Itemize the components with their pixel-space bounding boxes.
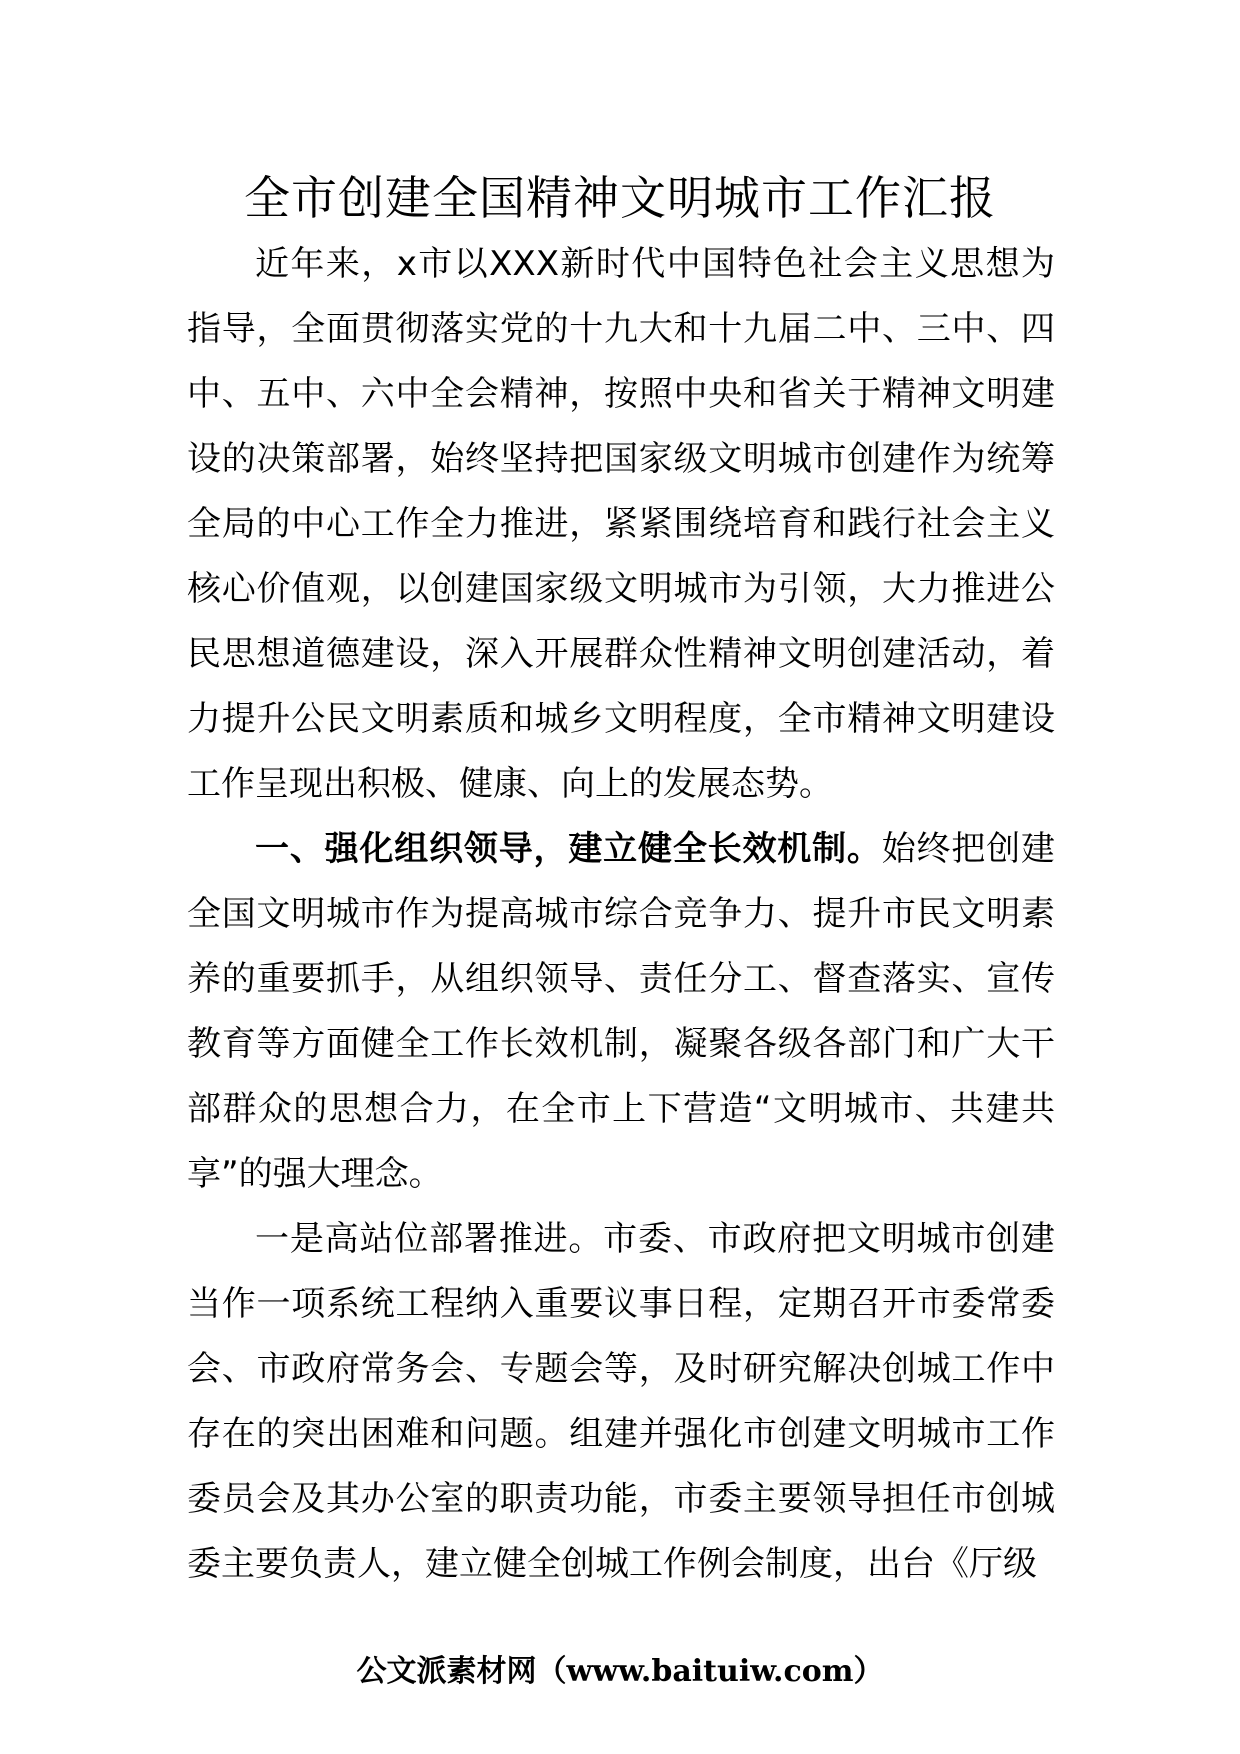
document-body: [187, 232, 1055, 1597]
document-title: 全市创建全国精神文明城市工作汇报: [244, 171, 996, 225]
paragraph-text: 始终把创建全国文明城市作为提高城市综合竞争力、提升市民文明素养的重要抓手，从组织领导、责任分工、督查落实、宣传教育等方面健全工作长效机制，凝聚各级各部门和广大干部群众的思想合力，在全市上下营造“文明城市、共建共享”的强大理念。: [187, 829, 1056, 1194]
paragraph-point-one: [187, 1207, 1055, 1597]
paragraph-intro: [187, 232, 1055, 817]
footer-watermark: 公文派素材网（www.baituiw.com）: [356, 1654, 884, 1689]
paragraph-text: 近年来，x市以XXX新时代中国特色社会主义思想为指导，全面贯彻落实党的十九大和十九届二中、三中、四中、五中、六中全会精神，按照中央和省关于精神文明建设的决策部署，始终坚持把国家级文明城市创建作为统筹全局的中心工作全力推进，紧紧围绕培育和践行社会主义核心价值观，以创建国家级文明城市为引领，大力推进公民思想道德建设，深入开展群众性精神文明创建活动，着力提升公民文明素质和城乡文明程度，全市精神文明建设工作呈现出积极、健康、向上的发展态势。: [187, 244, 1055, 804]
paragraph-text: 一是高站位部署推进。市委、市政府把文明城市创建当作一项系统工程纳入重要议事日程，定期召开市委常委会、市政府常务会、专题会等，及时研究解决创城工作中存在的突出困难和问题。组建并强化市创建文明城市工作委员会及其办公室的职责功能，市委主要领导担任市创城委主要负责人，建立健全创城工作例会制度，出台《厅级: [187, 1219, 1055, 1584]
section-heading: 一、强化组织领导，建立健全长效机制。: [255, 829, 882, 869]
paragraph-section-one: [187, 817, 1055, 1207]
